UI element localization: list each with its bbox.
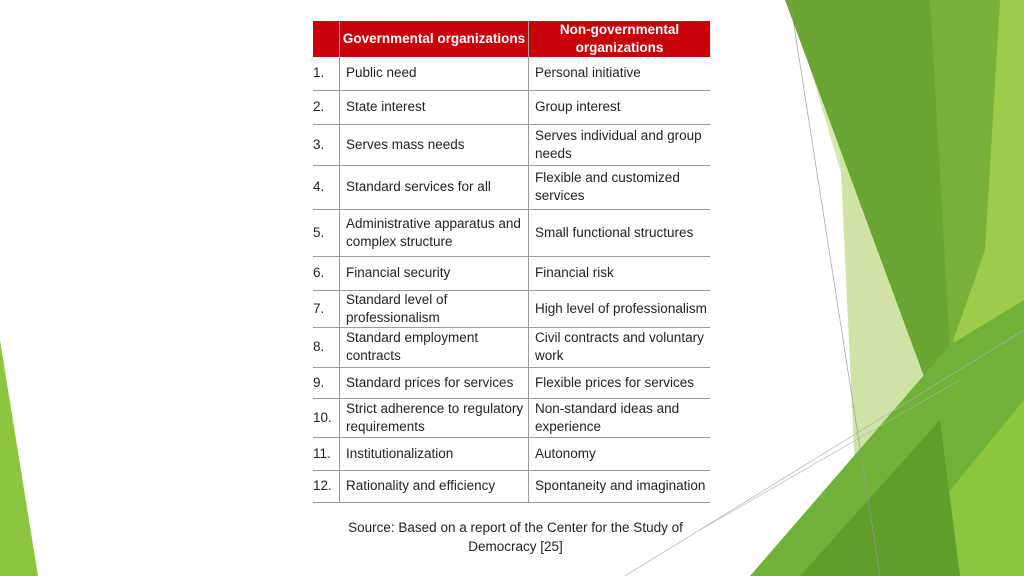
table-row (313, 327, 710, 367)
row-number: 12. (313, 470, 340, 502)
row-non-governmental: Spontaneity and imagination (529, 470, 711, 502)
row-governmental: Administrative apparatus and complex structure (340, 209, 529, 256)
row-governmental: Standard services for all (340, 165, 529, 209)
table-row (313, 124, 710, 165)
row-number: 6. (313, 256, 340, 290)
row-governmental: Public need (340, 57, 529, 90)
row-non-governmental: Non-standard ideas and experience (529, 398, 711, 437)
row-governmental: Financial security (340, 256, 529, 290)
row-non-governmental: Small functional structures (529, 209, 711, 256)
header-governmental: Governmental organizations (340, 21, 529, 57)
row-non-governmental: Financial risk (529, 256, 711, 290)
source-note: Source: Based on a report of the Center for the Study of Democracy [25] (348, 520, 683, 554)
row-non-governmental: Flexible prices for services (529, 367, 711, 398)
row-governmental: Institutionalization (340, 437, 529, 470)
row-governmental: State interest (340, 90, 529, 124)
table-row (313, 165, 710, 209)
row-governmental: Standard level of professionalism (340, 290, 529, 327)
row-non-governmental: Serves individual and group needs (529, 124, 711, 165)
row-governmental: Standard prices for services (340, 367, 529, 398)
table-header-row (313, 21, 710, 57)
table-row (313, 470, 710, 502)
row-governmental: Serves mass needs (340, 124, 529, 165)
table-row (313, 57, 710, 90)
row-non-governmental: Personal initiative (529, 57, 711, 90)
table-row (313, 398, 710, 437)
row-number: 11. (313, 437, 340, 470)
row-non-governmental: High level of professionalism (529, 290, 711, 327)
row-number: 3. (313, 124, 340, 165)
row-number: 5. (313, 209, 340, 256)
row-non-governmental: Flexible and customized services (529, 165, 711, 209)
row-non-governmental: Civil contracts and voluntary work (529, 327, 711, 367)
table-row (313, 437, 710, 470)
row-non-governmental: Group interest (529, 90, 711, 124)
row-governmental: Standard employment contracts (340, 327, 529, 367)
row-number: 9. (313, 367, 340, 398)
comparison-table (313, 21, 710, 503)
row-number: 2. (313, 90, 340, 124)
row-non-governmental: Autonomy (529, 437, 711, 470)
row-number: 1. (313, 57, 340, 90)
left-green-shape (0, 340, 38, 576)
row-governmental: Strict adherence to regulatory requirements (340, 398, 529, 437)
table-row (313, 256, 710, 290)
row-number: 7. (313, 290, 340, 327)
row-governmental: Rationality and efficiency (340, 470, 529, 502)
header-non-governmental: Non-governmental organizations (529, 21, 711, 57)
table-row (313, 367, 710, 398)
table-row (313, 290, 710, 327)
table-row (313, 209, 710, 256)
row-number: 8. (313, 327, 340, 367)
row-number: 10. (313, 398, 340, 437)
table-row (313, 90, 710, 124)
header-number (313, 21, 340, 57)
row-number: 4. (313, 165, 340, 209)
